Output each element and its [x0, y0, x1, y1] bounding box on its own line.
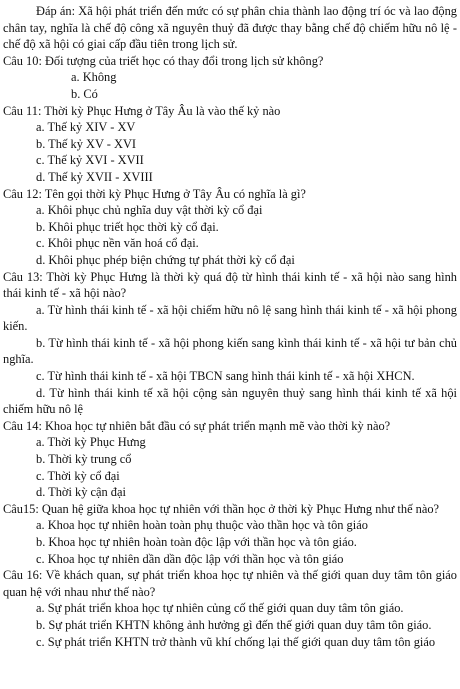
q12-option-a: a. Khôi phục chủ nghĩa duy vật thời kỳ cổ đại	[36, 203, 263, 218]
q13-option-c: c. Từ hình thái kinh tế - xã hội TBCN sang hình thái kinh tế - xã hội XHCN.	[36, 369, 415, 384]
q11-option-a: a. Thế kỷ XIV - XV	[36, 120, 136, 135]
q16-option-b: b. Sự phát triển KHTN không ảnh hưởng gì đến thế giới quan duy tâm tôn giáo.	[36, 617, 432, 632]
q14-option-d: d. Thời kỳ cận đại	[36, 485, 126, 500]
q12-option-d: d. Khôi phục phép biện chứng tự phát thời kỳ cổ đại	[36, 252, 295, 267]
question-15: Câu15: Quan hệ giữa khoa học tự nhiên với thần học ở thời kỳ Phục Hưng như thế nào?	[3, 501, 440, 516]
q14-option-b: b. Thời kỳ trung cổ	[36, 452, 132, 467]
q13-option-d: d. Từ hình thái kinh tế xã hội cộng sản nguyên thuỷ sang hình thái kinh tế xã hội chiếm hữu nô lệ	[3, 385, 457, 417]
question-16: Câu 16: Về khách quan, sự phát triển khoa học tự nhiên và thế giới quan duy tâm tôn giáo quan hệ với nhau như thế nào?	[3, 568, 457, 599]
q11-option-d: d. Thế kỷ XVII - XVIII	[36, 169, 153, 184]
q15-option-b: b. Khoa học tự nhiên hoàn toàn độc lập với thần học và tôn giáo.	[36, 535, 357, 549]
q15-option-a: a. Khoa học tự nhiên hoàn toàn phụ thuộc vào thần học và tôn giáo	[36, 518, 368, 533]
q15-option-c: c. Khoa học tự nhiên dần dần độc lập với thần học và tôn giáo	[36, 551, 344, 566]
q11-option-c: c. Thế kỷ XVI - XVII	[36, 153, 144, 168]
q13-option-b: b. Từ hình thái kinh tế - xã hội phong kiến sang kình thái kinh tế - xã hội tư bản chủ nghĩa.	[3, 335, 457, 367]
question-11: Câu 11: Thời kỳ Phục Hưng ở Tây Âu là vào thế kỷ nào	[3, 103, 281, 118]
question-10: Câu 10: Đối tượng của triết học có thay đổi trong lịch sử không?	[3, 53, 324, 68]
q13-option-a: a. Từ hình thái kinh tế - xã hội chiếm hữu nô lệ sang hình thái kinh tế - xã hội phong kiến.	[3, 302, 457, 334]
q10-option-b: b. Có	[71, 86, 98, 101]
question-13: Câu 13: Thời kỳ Phục Hưng là thời kỳ quá độ từ hình thái kinh tế - xã hội nào sang hình thái kinh tế - xã hội nào?	[3, 269, 457, 301]
q12-option-c: c. Khôi phục nền văn hoá cổ đại.	[36, 236, 199, 251]
question-12: Câu 12: Tên gọi thời kỳ Phục Hưng ở Tây Âu có nghĩa là gì?	[3, 186, 306, 201]
q16-option-c: c. Sự phát triển KHTN trở thành vũ khí chống lại thế giới quan duy tâm tôn giáo	[36, 634, 436, 649]
q10-option-a: a. Không	[71, 70, 117, 85]
q14-option-a: a. Thời kỳ Phục Hưng	[36, 435, 146, 450]
q16-option-a: a. Sự phát triển khoa học tự nhiên củng cố thế giới quan duy tâm tôn giáo.	[36, 601, 404, 616]
q14-option-c: c. Thời kỳ cổ đại	[36, 468, 120, 483]
answer-paragraph: Đáp án: Xã hội phát triển đến mức có sự phân chia thành lao động trí óc và lao động chân tay, nghĩa là chế độ công xã nguyên thuỷ đã được thay bằng chế độ chiếm hữu nô lệ - chế độ xã hội có giai cấp đầu tiên trong lịch sử.	[3, 4, 457, 52]
question-14: Câu 14: Khoa học tự nhiên bắt đầu có sự phát triển mạnh mẽ vào thời kỳ nào?	[3, 418, 391, 433]
q12-option-b: b. Khôi phục triết học thời kỳ cổ đại.	[36, 219, 219, 234]
q11-option-b: b. Thế kỷ XV - XVI	[36, 136, 137, 151]
